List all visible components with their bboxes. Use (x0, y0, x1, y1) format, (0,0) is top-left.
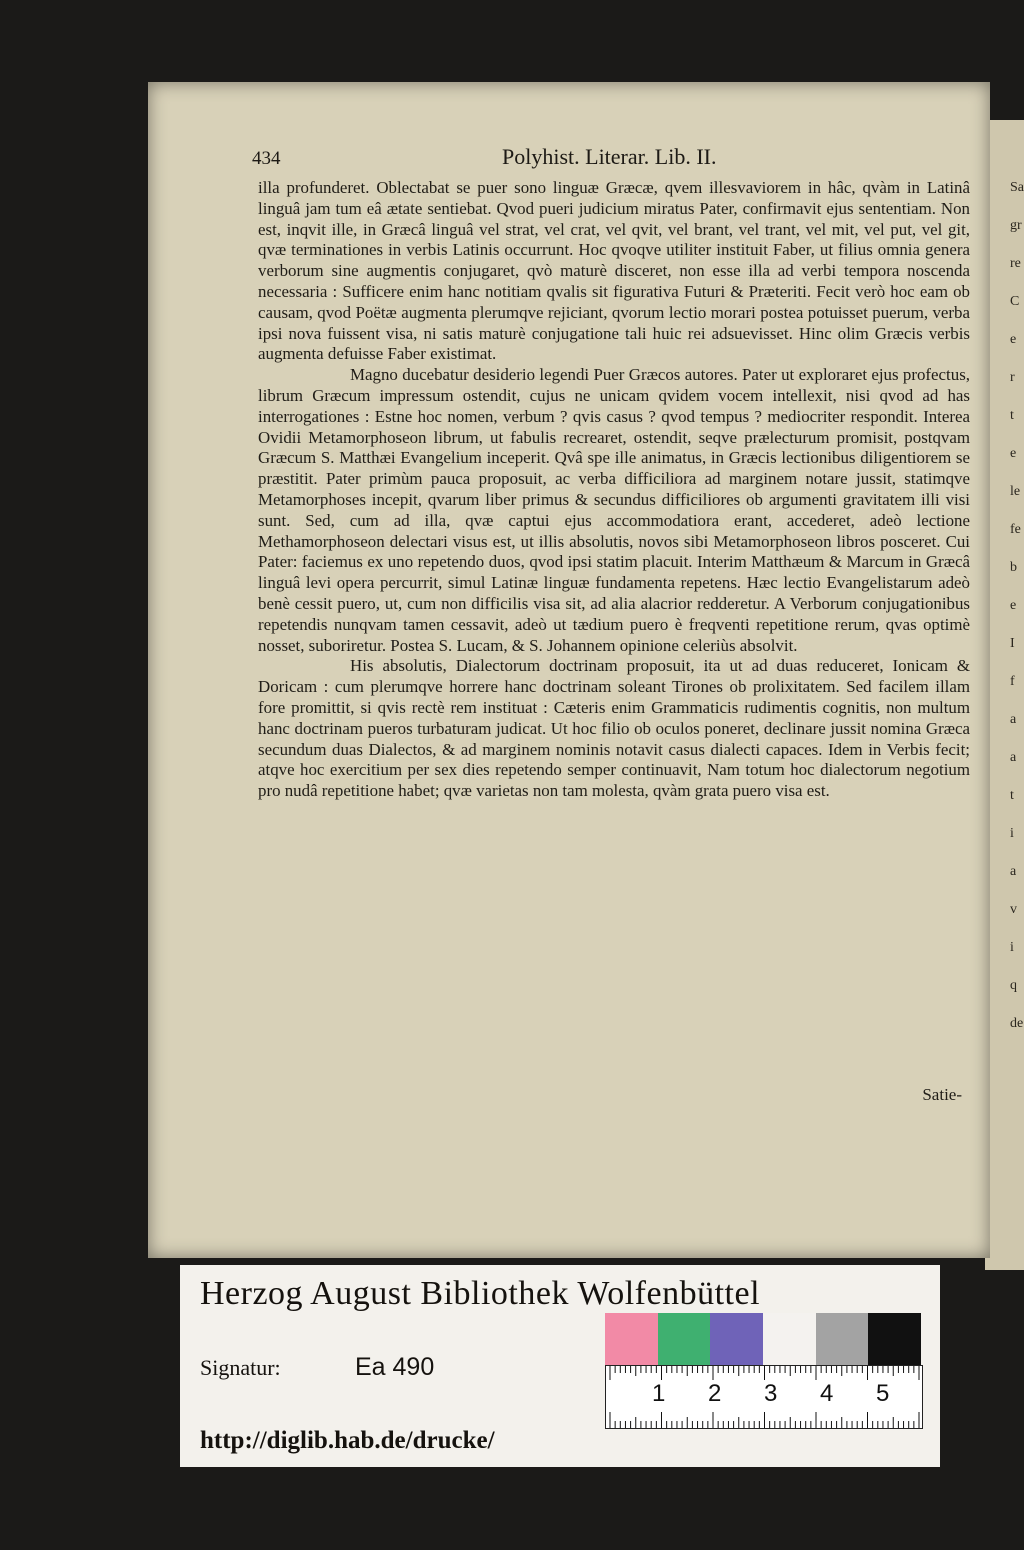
adjacent-page-fragment: f (1010, 674, 1015, 689)
adjacent-page-fragment: b (1010, 560, 1017, 575)
color-swatch-6 (868, 1313, 921, 1365)
page-body (258, 178, 970, 802)
library-name: Herzog August Bibliothek Wolfenbüttel (200, 1275, 761, 1312)
signature-value: Ea 490 (355, 1353, 435, 1381)
paragraph-2: Magno ducebatur desiderio legendi Puer Græcos autores. Pater ut exploraret ejus profectus, librum Græcum impressum ostendit, cujus ne unicam qvidem vocem intellexit, nisi qvod ad has interrogationes : Estne hoc nomen, verbum ? qvis casus ? qvod tempus ? mediocriter respondit. Interea Ovidii Metamorphoseon librum, ut fabulis recrearet, ostendit, seqve prælecturum promisit, postqvam Græcum S. Matthæi Evangelium inceperit. Qvâ spe ille animatus, in Græcis lectionibus diligentiorem se præstitit. Pater primùm pauca proposuit, ac verba difficiliora ad marginem notare jussit, statimqve Metamorphoses incepit, qvarum liber primus & secundus difficiliores ob argumenti gravitatem illi visi sunt. Sed, cum ad illa, qvæ captui ejus accommodatiora erant, accederet, adeò lectione Methamorphoseon delectari visus est, ut illis absolutis, novos sibi Metamorphoseon libros posceret. Cui Pater: faciemus ex uno repetendo duos, qvod ipsi statim placuit. Interim Matthæum & Marcum in Græcâ linguâ levi opera percurrit, simul Latinæ linguæ fundamenta repetens. Hæc lectio Evangelistarum adeò benè cessit puero, ut, cum non difficilis visa sit, ad alia alacrior redderetur. A Verborum conjugationibus repetendis nunqvam tamen cessavit, adeò ut tædium puero è freqventi repetitione rerum, qvas optimè nosset, suboriretur. Postea S. Lucam, & S. Johannem opinione celeriùs absolvit. (258, 365, 970, 655)
adjacent-page-fragment: e (1010, 598, 1017, 613)
library-color-card (180, 1265, 940, 1467)
page-number: 434 (252, 148, 281, 169)
adjacent-page-fragment: v (1010, 902, 1017, 917)
catchword: Satie- (922, 1085, 962, 1104)
adjacent-page-fragment: gr (1010, 218, 1022, 233)
color-swatch-1 (605, 1313, 658, 1365)
adjacent-page-fragment: e (1010, 446, 1017, 461)
adjacent-page-fragment: r (1010, 370, 1015, 385)
ruler-number: 2 (708, 1380, 722, 1407)
adjacent-page-fragment: a (1010, 712, 1017, 727)
adjacent-page-edge (985, 120, 1024, 1270)
paragraph-3: His absolutis, Dialectorum doctrinam proposuit, ita ut ad duas reduceret, Ionicam & Doricam : cum plerumqve horrere hanc doctrinam soleant Tirones ob prolixitatem. Sed facilem illam fore promittit, si qvis rectè rem instituat : Cæteris enim Grammaticis rudimentis cognitis, non multum hanc doctrinam pueros turbaturam judicat. Ut hoc filio ob oculos poneret, declinare jussit nomina Græca secundum duas Dialectos, & ad marginem nominis notavit casus dialecti capaces. Idem in Verbis fecit; atqve hoc exercitium per sex dies repetendo semper continuavit, Nam totum hoc dialectorum negotium pro nudâ repetitione habet; qvæ varietas non tam molesta, qvàm grata puero visa est. (258, 656, 970, 801)
adjacent-page-fragment: t (1010, 408, 1014, 423)
adjacent-page-fragment: C (1010, 294, 1020, 309)
signature-label: Signatur: (200, 1355, 281, 1380)
adjacent-page-fragment: a (1010, 864, 1017, 879)
adjacent-page-fragment: le (1010, 484, 1021, 499)
book-page (148, 82, 990, 1258)
adjacent-page-fragment: t (1010, 788, 1014, 803)
paragraph-1: illa profunderet. Oblectabat se puer sono linguæ Græcæ, qvem illesvaviorem in hâc, qvàm in Latinâ linguâ jam tum eâ ætate sentiebat. Qvod pueri judicium miratus Pater, confirmavit ejus sententiam. Non est, inqvit ille, in Græcâ linguâ vel strat, vel crat, vel qvit, vel brant, vel trant, vel mit, vel put, vel git, qvæ terminationes in verbis Latinis occurrunt. Hoc qvoqve utiliter instituit Faber, ut filius omnia genera verborum sine augmentis conjugaret, qvò maturè disceret, non esse illa ad verbi tempora noscenda necessaria : Sufficere enim hanc notitiam qvalis sit figurativa Futuri & Præteriti. Fecit verò hoc eam ob causam, qvod Poëtæ augmenta plerumqve rejiciant, qvorum lectio morari postea potuisset puerum, verba ipsi nova fuissent visa, ni satis maturè conjugatione tali huic rei adsuevisset. Hinc olim Græcis verbis augmenta defuisse Faber existimat. (258, 178, 970, 364)
ruler-number: 4 (820, 1380, 834, 1407)
ruler-number: 1 (652, 1380, 666, 1407)
adjacent-page-fragment: Sa (1010, 180, 1024, 195)
adjacent-page-fragment: fe (1010, 522, 1021, 537)
ruler-number: 5 (876, 1380, 890, 1407)
adjacent-page-fragment: a (1010, 750, 1017, 765)
page-header (252, 144, 822, 176)
adjacent-page-fragment: i (1010, 826, 1014, 841)
adjacent-page-fragment: de (1010, 1016, 1024, 1031)
adjacent-page-fragment: e (1010, 332, 1017, 347)
ruler-number: 3 (764, 1380, 778, 1407)
color-swatch-4 (763, 1313, 816, 1365)
adjacent-page-fragment: re (1010, 256, 1021, 271)
library-url: http://diglib.hab.de/drucke/ (200, 1427, 495, 1454)
color-swatch-strip (605, 1313, 921, 1365)
running-title: Polyhist. Literar. Lib. II. (502, 144, 717, 169)
scale-ruler (605, 1365, 923, 1429)
color-swatch-5 (816, 1313, 869, 1365)
adjacent-page-fragment: q (1010, 978, 1017, 993)
adjacent-page-fragment: I (1010, 636, 1015, 651)
adjacent-page-fragment: i (1010, 940, 1014, 955)
color-swatch-2 (658, 1313, 711, 1365)
color-swatch-3 (710, 1313, 763, 1365)
